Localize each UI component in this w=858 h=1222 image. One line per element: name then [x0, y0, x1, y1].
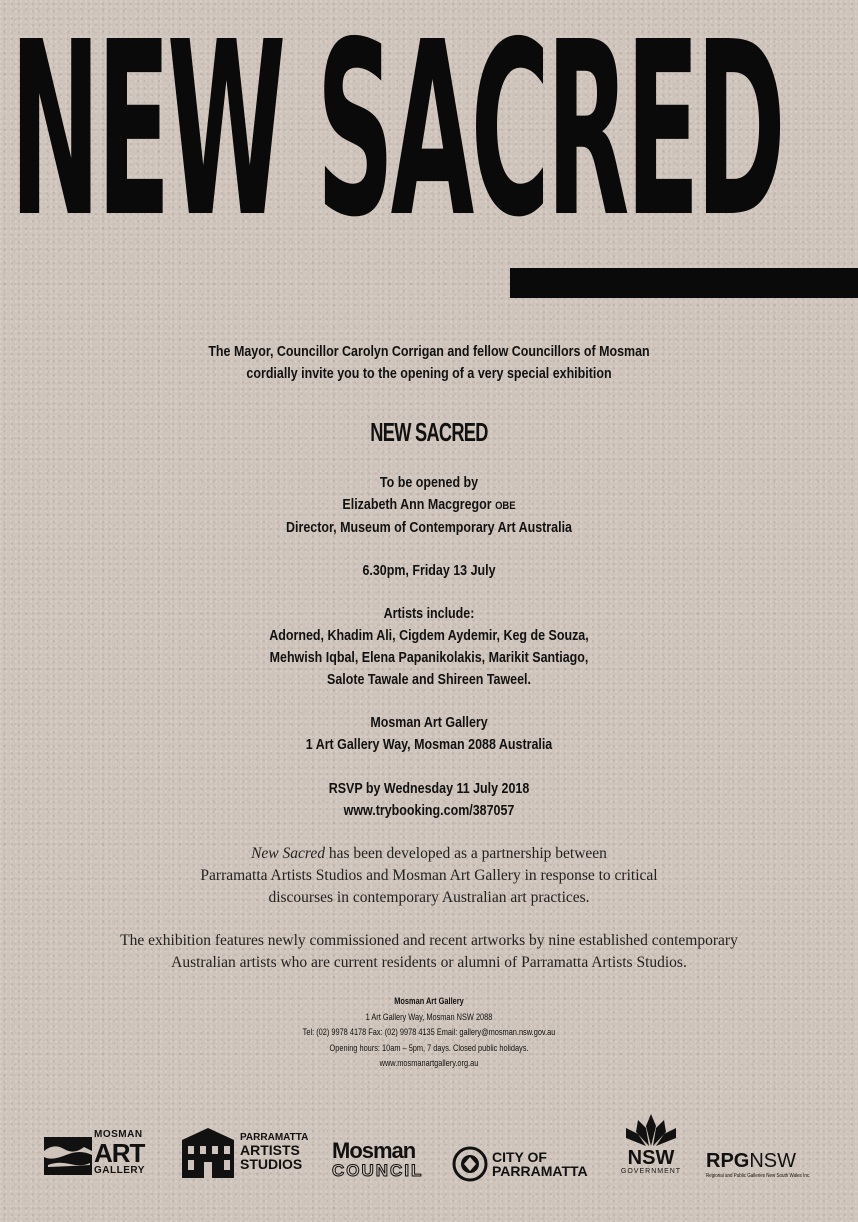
parramatta-studios-line-2: ARTISTS: [240, 1142, 300, 1158]
opener-name-line: [60, 494, 798, 517]
opener-title: Director, Museum of Contemporary Art Australia: [286, 520, 572, 536]
mosman-council-line-1: Mosman: [332, 1138, 416, 1163]
parramatta-artists-studios-logo: [178, 1126, 308, 1178]
description-p2-line-1: The exhibition features newly commissioned and recent artworks by nine established contemporary: [120, 932, 738, 949]
building-icon: [178, 1126, 238, 1178]
sponsor-logos: [0, 1108, 858, 1208]
description-line-1: [0, 843, 858, 865]
nsw-government-line-1: NSW: [627, 1147, 675, 1169]
landscape-icon: [44, 1131, 92, 1175]
description-line-2: Parramatta Artists Studios and Mosman Art Gallery in response to critical: [200, 867, 658, 884]
opened-by-label: To be opened by: [379, 475, 479, 491]
invitation-text: [60, 341, 798, 385]
nsw-government-line-2: GOVERNMENT: [620, 1168, 682, 1175]
hero-title: NEW SACRED: [10, 0, 783, 260]
description-paragraph-1: [0, 843, 858, 909]
artists-heading: Artists include:: [383, 606, 475, 622]
black-bar-divider: [510, 268, 858, 298]
footer-contact-line: Tel: (02) 9978 4178 Fax: (02) 9978 4135 Email: gallery@mosman.nsw.gov.au: [302, 1027, 556, 1037]
artists-line-3: Salote Tawale and Shireen Taweel.: [327, 672, 531, 688]
nsw-government-logo: [620, 1112, 682, 1175]
city-of-parramatta-line-2: PARRAMATTA: [492, 1163, 588, 1179]
footer-gallery-name: Mosman Art Gallery: [394, 996, 464, 1006]
description-line-3: discourses in contemporary Australian art practices.: [268, 889, 590, 906]
rpg-nsw-tagline: Regional and Public Galleries New South Wales Inc.: [706, 1173, 811, 1179]
footer-address: 1 Art Gallery Way, Mosman NSW 2088: [365, 1011, 493, 1022]
hero-banner: [0, 0, 858, 260]
footer-hours: Opening hours: 10am – 5pm, 7 days. Closed public holidays.: [329, 1042, 529, 1053]
rpg-nsw-wordmark: [706, 1150, 796, 1173]
rpg-nsw-logo: [706, 1150, 822, 1179]
description-paragraph-2: [0, 930, 858, 974]
invitation-line-2: cordially invite you to the opening of a very special exhibition: [246, 366, 612, 382]
rpg-nsw-rpg: RPG: [706, 1150, 750, 1172]
event-date: 6.30pm, Friday 13 July: [362, 563, 496, 579]
opened-by: [60, 472, 798, 539]
city-of-parramatta-logo: [452, 1146, 588, 1182]
mosman-art-gallery-line-2: ART: [94, 1138, 145, 1168]
parramatta-studios-line-3: STUDIOS: [240, 1156, 303, 1172]
parramatta-studios-line-1: PARRAMATTA: [240, 1132, 309, 1143]
venue-address: 1 Art Gallery Way, Mosman 2088 Australia: [305, 737, 553, 753]
rsvp-section: [60, 778, 798, 822]
rsvp-link[interactable]: www.trybooking.com/387057: [343, 803, 515, 819]
invitation-line-1: The Mayor, Councillor Carolyn Corrigan and fellow Councillors of Mosman: [208, 344, 650, 360]
description-italic-title: New Sacred: [251, 845, 325, 862]
footer-website[interactable]: www.mosmanartgallery.org.au: [379, 1058, 479, 1068]
venue-name: Mosman Art Gallery: [370, 715, 488, 731]
mosman-council-logo: [332, 1140, 423, 1179]
exhibition-title: NEW SACRED: [370, 417, 488, 447]
mosman-art-gallery-line-3: GALLERY: [94, 1165, 145, 1176]
description-p2-line-2: Australian artists who are current residents or alumni of Parramatta Artists Studios.: [171, 954, 687, 971]
artists-section: [60, 603, 798, 691]
artists-line-1: Adorned, Khadim Ali, Cigdem Aydemir, Keg de Souza,: [269, 628, 589, 644]
rsvp-deadline: RSVP by Wednesday 11 July 2018: [328, 781, 530, 797]
footer-contact: [77, 994, 781, 1072]
opener-name: Elizabeth Ann Macgregor: [342, 497, 492, 513]
description-line-1-rest: has been developed as a partnership between: [325, 845, 607, 862]
mosman-art-gallery-logo: [44, 1130, 145, 1176]
artists-line-2: Mehwish Iqbal, Elena Papanikolakis, Marikit Santiago,: [269, 650, 589, 666]
mosman-council-line-2: COUNCIL: [332, 1161, 424, 1180]
city-of-parramatta-line-1: CITY OF: [492, 1149, 547, 1165]
opener-honour: OBE: [495, 500, 516, 512]
mosman-art-gallery-line-1: MOSMAN: [94, 1129, 143, 1140]
venue-section: [60, 712, 798, 756]
waratah-icon: [620, 1112, 682, 1148]
crest-icon: [452, 1146, 488, 1182]
rpg-nsw-nsw: NSW: [749, 1150, 797, 1172]
